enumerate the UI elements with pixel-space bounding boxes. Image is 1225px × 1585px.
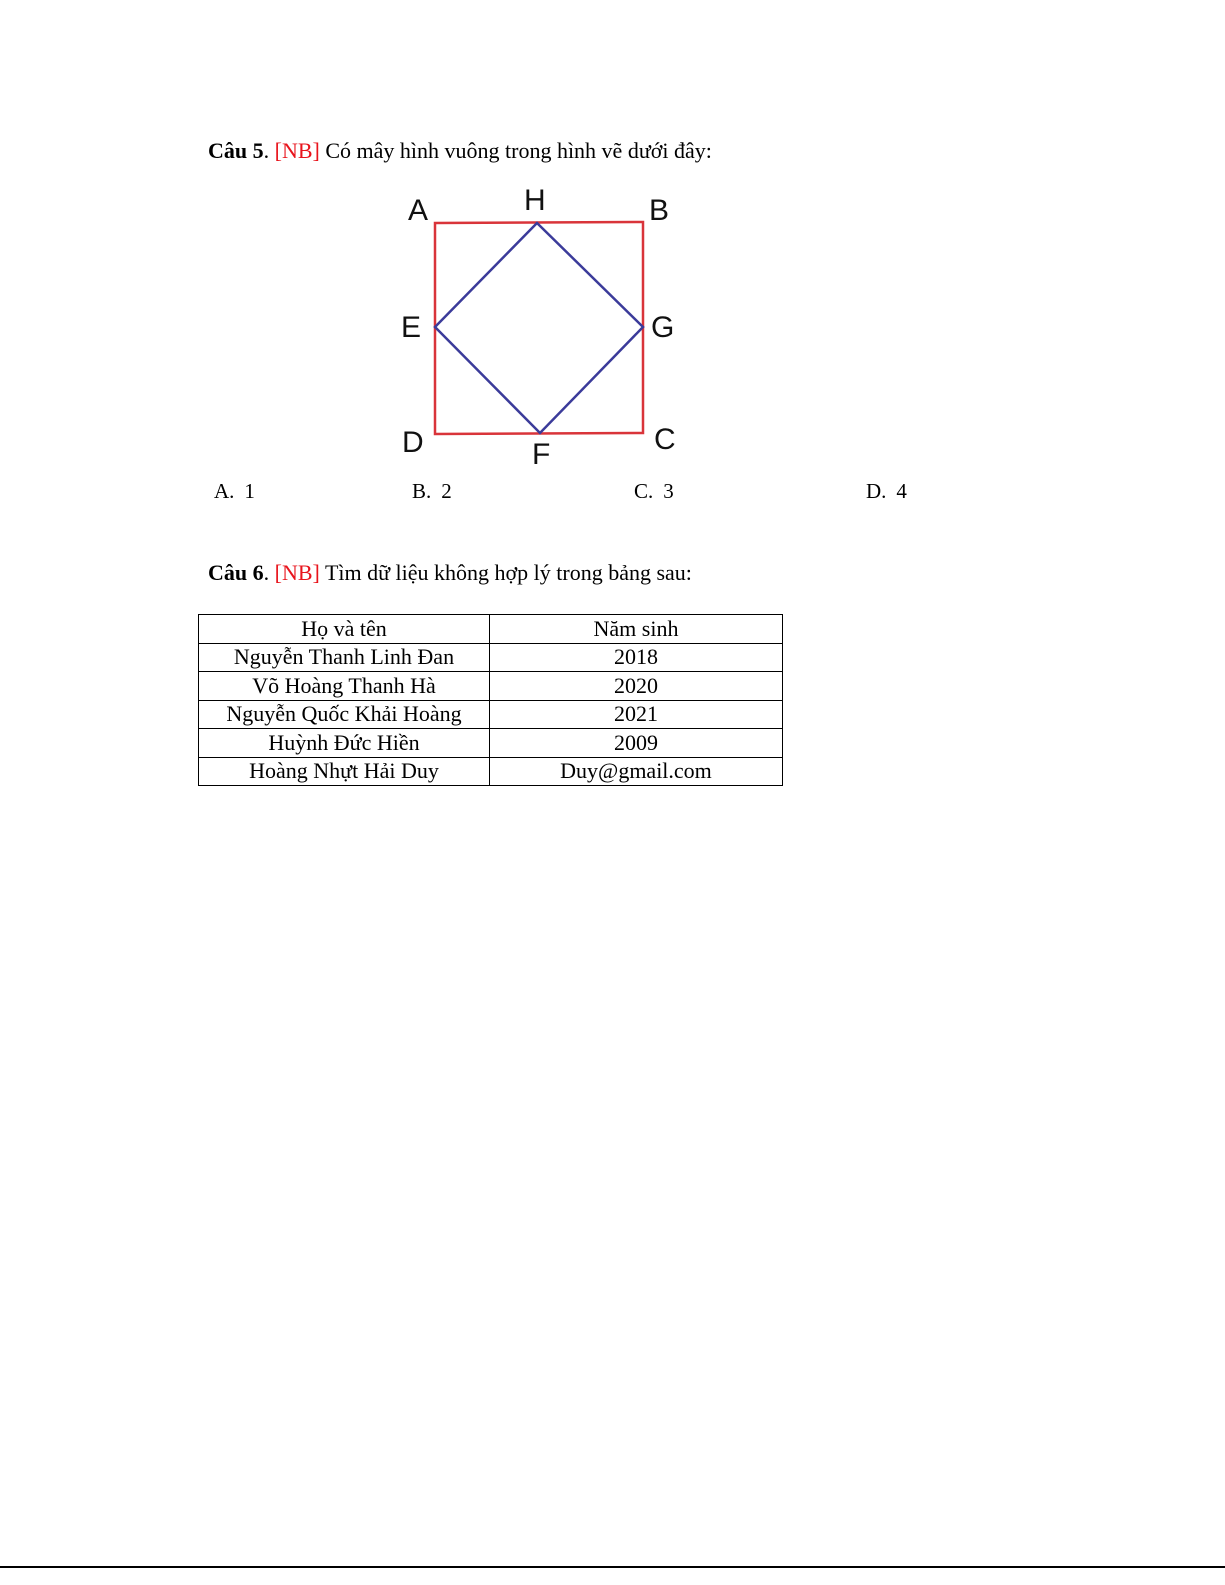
question-6-tag: [NB]: [274, 560, 320, 585]
answer-option-c[interactable]: C. 3: [634, 479, 674, 503]
table-header-row: [199, 615, 783, 644]
vertex-label-d: D: [402, 426, 424, 459]
answer-option-b[interactable]: B. 2: [412, 479, 452, 503]
vertex-label-e: E: [401, 311, 422, 344]
table-cell-name: Hoàng Nhựt Hải Duy: [199, 757, 490, 786]
outer-square-abcd: [435, 222, 643, 434]
table-cell-year: 2018: [490, 643, 783, 672]
inner-square-hgfe: [435, 223, 643, 433]
table-row: [199, 672, 783, 701]
square-figure: [395, 180, 695, 470]
vertex-label-c: C: [654, 423, 676, 456]
table-row: [199, 757, 783, 786]
answer-option-d[interactable]: D. 4: [866, 479, 907, 503]
table-cell-year: 2020: [490, 672, 783, 701]
table-header-year: Năm sinh: [490, 615, 783, 644]
table-header-name: Họ và tên: [199, 615, 490, 644]
vertex-label-h: H: [524, 184, 546, 217]
table-row: [199, 643, 783, 672]
question-6-number: Câu 6: [208, 560, 264, 585]
vertex-label-g: G: [651, 311, 675, 344]
table-cell-year: 2009: [490, 729, 783, 758]
question-5-number: Câu 5: [208, 138, 264, 163]
question-5-tag: [NB]: [274, 138, 320, 163]
data-table: [198, 614, 783, 786]
answer-option-a[interactable]: A. 1: [214, 479, 255, 503]
table-cell-name: Huỳnh Đức Hiền: [199, 729, 490, 758]
table-row: [199, 729, 783, 758]
table-cell-name: Nguyễn Quốc Khải Hoàng: [199, 700, 490, 729]
vertex-label-b: B: [649, 194, 670, 227]
page-bottom-divider: [0, 1566, 1225, 1568]
table-row: [199, 700, 783, 729]
question-5-text: Có mây hình vuông trong hình vẽ dưới đây:: [325, 138, 712, 163]
vertex-label-f: F: [532, 438, 551, 470]
table-cell-year: 2021: [490, 700, 783, 729]
table-cell-name: Võ Hoàng Thanh Hà: [199, 672, 490, 701]
vertex-label-a: A: [408, 194, 429, 227]
table-cell-name: Nguyễn Thanh Linh Đan: [199, 643, 490, 672]
question-6-heading: Câu 6. [NB] Tìm dữ liệu không hợp lý trong bảng sau:: [208, 560, 692, 585]
question-5-heading: Câu 5. [NB] Có mây hình vuông trong hình vẽ dưới đây:: [208, 138, 712, 163]
question-6-text: Tìm dữ liệu không hợp lý trong bảng sau:: [324, 560, 692, 585]
table-cell-year: Duy@gmail.com: [490, 757, 783, 786]
